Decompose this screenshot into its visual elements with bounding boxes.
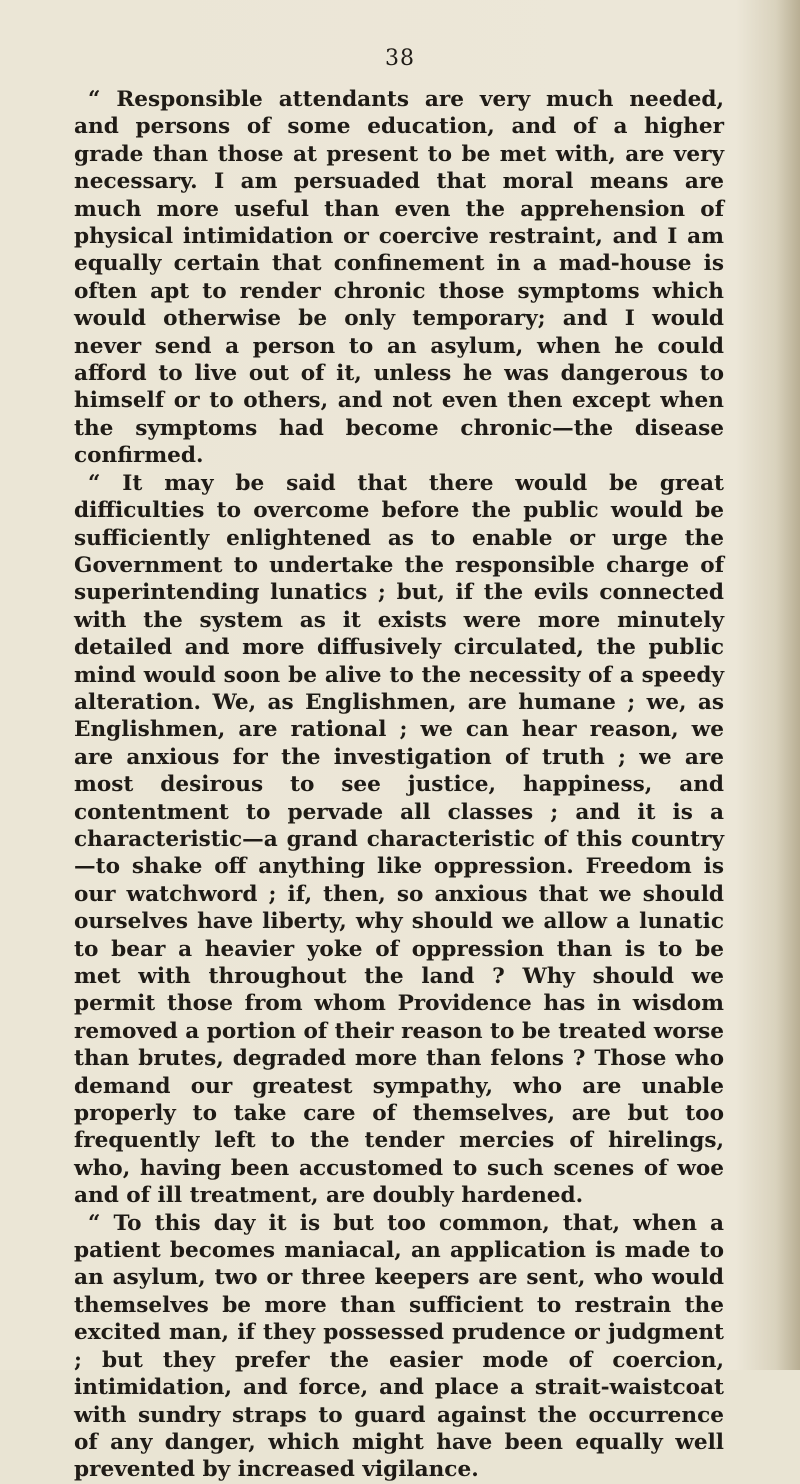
body-text (74, 86, 724, 1484)
paragraph-1: “ Responsible attendants are very much needed, and persons of some education, and of a higher grade than those at present to be met with, are very necessary. I am persuaded that moral means are much more useful than even the apprehension of physical intimidation or coercive restraint, and I am equally certain that confinement in a mad-house is often apt to render chronic those symptoms which would otherwise be only temporary; and I would never send a person to an asylum, when he could afford to live out of it, unless he was dangerous to himself or to others, and not even then except when the symptoms had become chronic—the disease confirmed. (74, 87, 724, 469)
page-number: 38 (385, 46, 415, 71)
paragraph-2: “ It may be said that there would be great difficulties to overcome before the public would be sufficiently enlightened as to enable or urge the Government to undertake the responsible charge of superintending lunatics ; but, if the evils connected with the system as it exists were more minutely detailed and more diffusively circulated, the public mind would soon be alive to the necessity of a speedy alteration. We, as Englishmen, are humane ; we, as Englishmen, are rational ; we can hear reason, we are anxious for the investigation of truth ; we are most desirous to see justice, happiness, and contentment to pervade all classes ; and it is a characteristic—a grand characteristic of this country—to shake off anything like oppression. Freedom is our watchword ; if, then, so anxious that we should ourselves have liberty, why should we allow a lunatic to bear a heavier yoke of oppression than is to be met with throughout the land ? Why should we permit those from whom Providence has in wisdom removed a portion of their reason to be treated worse than brutes, degraded more than felons ? Those who demand our greatest sympathy, who are unable properly to take care of themselves, are but too frequently left to the tender mercies of hirelings, who, having been accustomed to such scenes of woe and of ill treatment, are doubly hardened. (74, 470, 724, 1209)
paragraph-3: “ To this day it is but too common, that, when a patient becomes maniacal, an application is made to an asylum, two or three keepers are sent, who would themselves be more than sufficient to restrain the excited man, if they possessed prudence or judgment ; but they prefer the easier mode of coercion, intimidation, and force, and place a strait-waistcoat with sundry straps to guard against the occurrence of any danger, which might have been equally well prevented by increased vigilance. (74, 1210, 724, 1483)
